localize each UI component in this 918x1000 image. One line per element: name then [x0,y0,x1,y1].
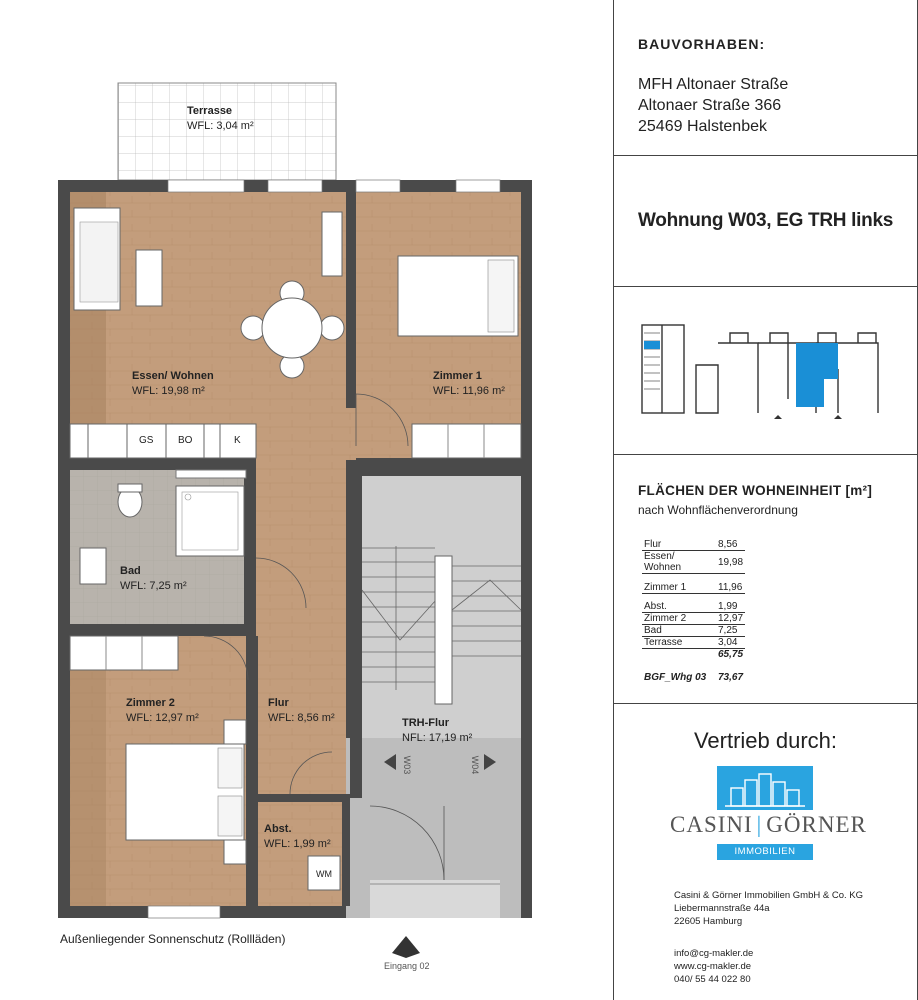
zimmer2-label [126,696,199,726]
areas-section [614,455,917,704]
keyplan-section [614,287,917,455]
trh-area: NFL: 17,19 m² [402,732,473,744]
bad-area: WFL: 7,25 m² [120,580,187,592]
project-line3: 25469 Halstenbek [638,118,767,135]
trh-name: TRH-Flur [402,717,450,729]
logo-wordmark: CASINI | GÖRNER [670,812,867,837]
highlighted-unit [796,343,838,407]
unit-section [614,156,917,287]
project-line2: Altonaer Straße 366 [638,97,782,114]
w03-label: W03 [402,755,412,775]
project-address [638,74,788,137]
terrasse-label [187,104,254,134]
essen-area: WFL: 19,98 m² [132,385,205,397]
essen-label [132,369,214,399]
table-row: Terrasse 3,04 [642,637,745,649]
wm-label: WM [316,869,332,879]
table-row: Essen/ Wohnen 19,98 [644,551,744,573]
terrasse-name: Terrasse [187,105,233,117]
flur-name: Flur [268,697,289,709]
zimmer1-area: WFL: 11,96 m² [433,385,505,397]
total-row: 65,75 [718,649,744,660]
sunshade-note: Außenliegender Sonnenschutz (Rollläden) [60,932,286,946]
unit-title: Wohnung W03, EG TRH links [638,210,893,231]
flur-label [268,696,335,726]
logo-skyline-icon [717,766,813,810]
w04-label: W04 [470,755,480,775]
cabinet-gs: GS [139,435,154,446]
areas-subheading: nach Wohnflächenverordnung [638,503,798,517]
trh-label [402,716,472,746]
essen-name: Essen/ Wohnen [132,370,214,382]
table-row: Abst. 1,99 [642,594,745,613]
zimmer2-area: WFL: 12,97 m² [126,712,199,724]
company-contact [674,947,753,986]
bad-name: Bad [120,565,141,577]
key-plan [638,319,894,419]
areas-heading: FLÄCHEN DER WOHNEINHEIT [m²] [638,483,873,498]
zimmer1-name: Zimmer 1 [433,370,482,382]
cabinet-k: K [234,435,241,446]
table-row: Bad 7,25 [642,625,745,637]
areas-table [642,539,745,683]
logo-left: CASINI [670,812,753,837]
zimmer1-label [433,369,505,399]
company-phone: 040/ 55 44 022 80 [674,974,751,985]
abst-area: WFL: 1,99 m² [264,838,331,850]
entrance-arrow-icon [392,936,420,958]
company-email[interactable]: info@cg-makler.de [674,948,754,959]
zimmer2-name: Zimmer 2 [126,697,175,709]
company-city: 22605 Hamburg [674,916,743,927]
entrance-label: Eingang 02 [384,961,430,971]
info-panel [613,0,918,1000]
project-line1: MFH Altonaer Straße [638,76,789,93]
company-web[interactable]: www.cg-makler.de [674,961,752,972]
project-section [614,0,917,156]
company-name: Casini & Görner Immobilien GmbH & Co. KG [674,890,864,901]
logo-right: GÖRNER [766,812,867,837]
cabinet-bo: BO [178,435,193,446]
logo-sub: IMMOBILIEN [717,844,813,860]
table-row: Flur 8,56 [642,539,745,551]
terrasse-area: WFL: 3,04 m² [187,120,254,132]
bgf-row: BGF_Whg 03 73,67 [644,672,744,683]
abst-name: Abst. [264,823,292,835]
table-row: Zimmer 2 12,97 [644,613,744,624]
abst-label [264,822,331,852]
table-row: Zimmer 1 11,96 [644,582,743,593]
sales-heading: Vertrieb durch: [693,728,838,753]
flur-area: WFL: 8,56 m² [268,712,335,724]
company-address [674,889,863,928]
company-street: Liebermannstraße 44a [674,903,770,914]
project-heading: BAUVORHABEN: [638,36,766,52]
sales-section [614,704,917,1000]
bad-label [120,564,187,594]
